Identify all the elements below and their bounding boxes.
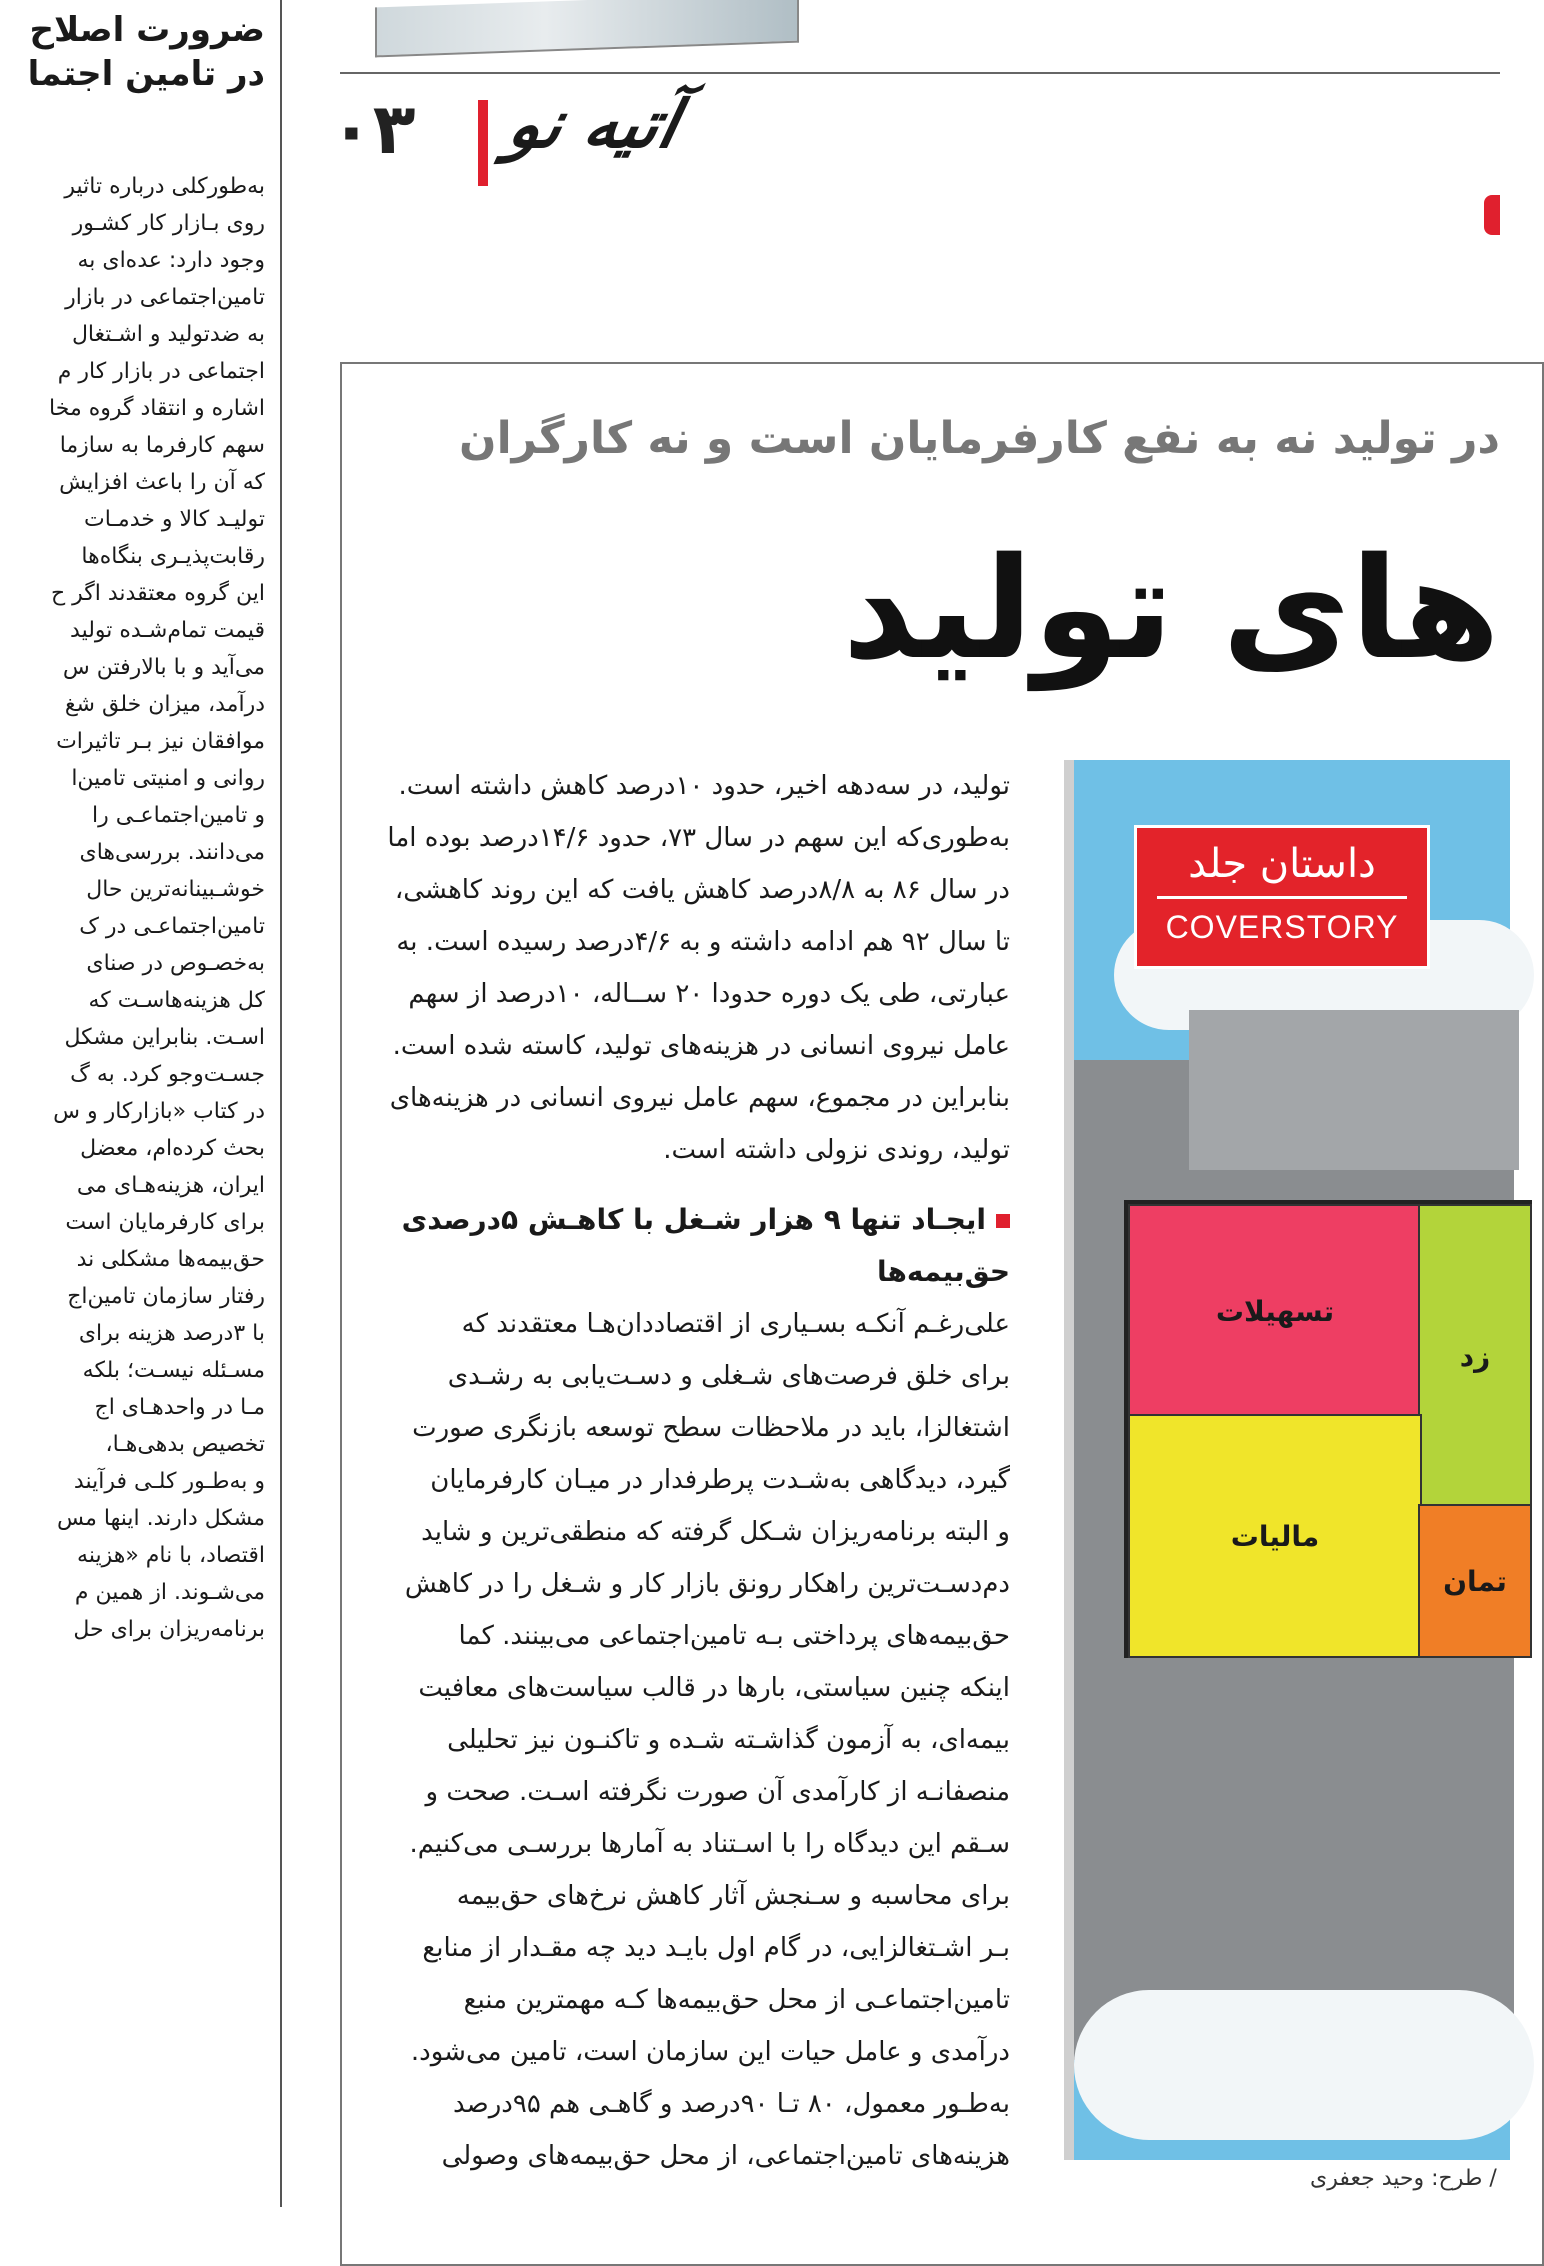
building-shape bbox=[1189, 1010, 1519, 1170]
body-line: دم‌دسـت‌ترین راهکار رونق بازار کار و شـغل را در کاهش bbox=[404, 1569, 1010, 1599]
body-line: عبارتی، طی یک دوره حدودا ۲۰ ســاله، ۱۰درصد از سهم bbox=[408, 979, 1010, 1009]
body-line: هزینه‌های تامین‌اجتماعی، از محل حق‌بیمه‌های وصولی bbox=[441, 2141, 1010, 2171]
left-column-line: تولیـد کالا و خدمـات bbox=[84, 507, 265, 532]
left-column bbox=[0, 0, 265, 2207]
design-credit: / طرح: وحید جعفری bbox=[1310, 2166, 1497, 2191]
badge-rule bbox=[1157, 896, 1407, 899]
body-line: حق‌بیمه‌های پرداختی بـه تامین‌اجتماعی می‌بینند. کما bbox=[458, 1621, 1010, 1651]
left-column-line: بحث کرده‌ام، معضل bbox=[80, 1136, 265, 1161]
body-line: برای خلق فرصت‌های شـغلی و دسـت‌یابی به رشـدی bbox=[447, 1361, 1010, 1391]
left-column-line: با ۳درصد هزینه برای bbox=[78, 1321, 265, 1346]
body-line: منصفانـه از کارآمدی آن صورت نگرفته اسـت. صحت و bbox=[425, 1777, 1010, 1807]
header-rule bbox=[340, 72, 1500, 74]
puzzle-piece-facilities: تسهیلات bbox=[1128, 1204, 1422, 1418]
left-column-text bbox=[0, 168, 265, 1648]
left-column-line: تامین‌اجتماعـی در ک bbox=[79, 914, 265, 939]
left-column-line: تخصیص بدهی‌هـا، bbox=[105, 1432, 265, 1457]
body-line: و البته برنامه‌ریزان شـکل گرفته که منطقی‌ترین و شاید bbox=[421, 1517, 1010, 1547]
left-column-line: که آن را باعث افزایش bbox=[59, 470, 265, 495]
left-column-line: مشکل دارند. اینها مس bbox=[57, 1506, 265, 1531]
article-subtitle: در تولید نه به نفع کارفرمایان است و نه کارگران bbox=[459, 413, 1500, 464]
paragraph-1 bbox=[387, 760, 1010, 1176]
left-column-line: می‌آید و با بالارفتن س bbox=[62, 655, 265, 680]
body-line: سـقم این دیدگاه را با اسـتناد به آمارها بررسـی می‌کنیم. bbox=[409, 1829, 1010, 1859]
left-column-line: مسـئله نیسـت؛ بلکه bbox=[82, 1358, 265, 1383]
left-headline-line: ضرورت اصلاح bbox=[29, 10, 265, 50]
left-column-line: اجتماعی در بازار کار م bbox=[57, 359, 265, 384]
left-column-line: وجود دارد: عده‌ای به bbox=[77, 248, 265, 273]
left-column-line: اسـت. بنابراین مشکل bbox=[64, 1025, 265, 1050]
bullet-square-icon bbox=[996, 1214, 1010, 1228]
column-divider bbox=[280, 0, 282, 2207]
cloud bbox=[1074, 1990, 1534, 2140]
left-column-line: برای کارفرمایان است bbox=[65, 1210, 265, 1235]
left-column-line: مـا در واحدهـای اج bbox=[94, 1395, 265, 1420]
left-column-line: رفتار سازمان تامین‌اج bbox=[67, 1284, 265, 1309]
left-column-line: می‌دانند. بررسی‌های bbox=[79, 840, 265, 865]
left-column-line: به‌طورکلی درباره تاثیر bbox=[64, 174, 265, 199]
left-column-line: کل هزینه‌هاسـت که bbox=[88, 988, 265, 1013]
body-line: علی‌رغـم آنکـه بسـیاری از اقتصاددان‌هـا معتقدند که bbox=[461, 1309, 1010, 1339]
body-line: برای محاسبه و سـنجش آثار کاهش نرخ‌های حق‌بیمه bbox=[456, 1881, 1010, 1911]
body-line: تامین‌اجتماعـی از محل حق‌بیمه‌ها کـه مهمترین منبع bbox=[463, 1985, 1010, 2015]
page-number: ۰۳ bbox=[330, 88, 416, 170]
left-column-line: موافقان نیز بـر تاثیرات bbox=[56, 729, 265, 754]
body-line: تولید، در سه‌دهه اخیر، حدود ۱۰درصد کاهش داشته است. bbox=[398, 771, 1010, 801]
body-line: به‌طـور معمول، ۸۰ تـا ۹۰درصد و گاهـی هم ۹۵درصد bbox=[453, 2089, 1010, 2119]
left-column-line: در کتاب «بازارکار و س bbox=[53, 1099, 265, 1124]
body-line: اشتغالزا، باید در ملاحظات سطح توسعه بازنگری صورت bbox=[412, 1413, 1010, 1443]
body-line: درآمدی و عامل حیات این سازمان است، تامین می‌شود. bbox=[410, 2037, 1010, 2067]
left-column-line: و به‌طـور کلـی فرآیند bbox=[73, 1469, 265, 1494]
left-column-line: اقتصاد، با نام «هزینه bbox=[77, 1543, 265, 1568]
body-line: گیرد، دیدگاهی به‌شـدت پرطرفدار در میـان کارفرمایان bbox=[430, 1465, 1010, 1495]
left-column-line: اشاره و انتقاد گروه مخا bbox=[49, 396, 265, 421]
left-column-line: برنامه‌ریزان برای حل bbox=[73, 1617, 265, 1642]
left-column-line: سهم کارفرما به سازما bbox=[59, 433, 265, 458]
top-photo bbox=[375, 0, 799, 57]
publication-logo: آتیه نو bbox=[501, 85, 686, 163]
body-line: بـر اشـتغالزایی، در گام اول بایـد دید چه مقـدار از منابع bbox=[422, 1933, 1010, 1963]
header-separator bbox=[478, 100, 488, 186]
body-line: در سال ۸۶ به ۸/۸درصد کاهش یافت که این روند کاهشی، bbox=[394, 875, 1010, 905]
left-column-line: تامین‌اجتماعی‌ در بازار bbox=[65, 285, 265, 310]
left-column-line: درآمد، میزان خلق شغ bbox=[64, 692, 265, 717]
left-column-line: قیمت تمام‌شـده تولید bbox=[70, 618, 265, 643]
paragraph-2 bbox=[395, 1298, 1010, 2182]
body-line: بیمه‌ای، به آزمون گذاشـته شـده و تاکنـون نیز تحلیلی bbox=[447, 1725, 1010, 1755]
left-column-line: روانی و امنیتی تامین‌ا bbox=[71, 766, 265, 791]
left-column-line: به ضدتولید و اشـتغال bbox=[71, 322, 265, 347]
left-column-line: روی بـازار کار کشـور bbox=[72, 211, 265, 236]
left-column-line: این گروه معتقدند اگر ح bbox=[50, 581, 265, 606]
left-column-line: حق‌بیمه‌ها مشکلی ند bbox=[76, 1247, 265, 1272]
puzzle-graphic bbox=[1124, 1200, 1532, 1658]
body-line: اینکه چنین سیاستی، بارها در قالب سیاست‌های معافیت bbox=[418, 1673, 1010, 1703]
body-line: به‌طوری‌که این سهم در سال ۷۳، حدود ۱۴/۶درصد بوده اما bbox=[387, 823, 1010, 853]
left-column-line: ایران، هزینه‌هـای می bbox=[76, 1173, 265, 1198]
red-marker bbox=[1484, 195, 1500, 235]
left-column-headline bbox=[0, 0, 265, 96]
coverstory-label-en: COVERSTORY bbox=[1165, 909, 1399, 945]
body-line: تا سال ۹۲ هم ادامه داشته و به ۴/۶درصد رسیده است. به bbox=[396, 927, 1010, 957]
cover-illustration bbox=[1064, 760, 1510, 2160]
puzzle-piece-insurance: تمان bbox=[1418, 1504, 1532, 1658]
article-headline: های تولید bbox=[842, 528, 1500, 691]
coverstory-label-fa: داستان جلد bbox=[1188, 841, 1376, 887]
left-headline-line: در تامین اجتما bbox=[27, 54, 265, 94]
article-body bbox=[387, 760, 1010, 2182]
left-column-line: رقابت‌پذیـری بنگاه‌ها bbox=[81, 544, 265, 569]
body-line: عامل نیروی انسانی در هزینه‌های تولید، کاسته شده است. bbox=[392, 1031, 1010, 1061]
puzzle-piece-wage: زد bbox=[1418, 1204, 1532, 1508]
subheading bbox=[395, 1194, 1010, 1298]
left-column-line: می‌شـوند. از همین م bbox=[74, 1580, 265, 1605]
left-column-line: خوشـبینانه‌ترین حال bbox=[86, 877, 265, 902]
left-column-line: به‌خصـوص در صنای bbox=[86, 951, 265, 976]
puzzle-piece-tax: مالیات bbox=[1128, 1414, 1422, 1658]
subheading-line: ایجـاد تنها ۹ هزار شـغل با کاهـش ۵درصدی bbox=[401, 1203, 986, 1236]
left-column-line: جسـت‌وجو کرد. به گ bbox=[70, 1062, 265, 1087]
subheading-line: حق‌بیمه‌ها bbox=[876, 1255, 1010, 1288]
coverstory-badge bbox=[1134, 825, 1430, 969]
body-line: تولید، روندی نزولی داشته است. bbox=[663, 1135, 1010, 1165]
body-line: بنابراین در مجموع، سهم عامل نیروی انسانی در هزینه‌های bbox=[389, 1083, 1010, 1113]
left-column-line: و تامین‌اجتماعـی را bbox=[91, 803, 265, 828]
